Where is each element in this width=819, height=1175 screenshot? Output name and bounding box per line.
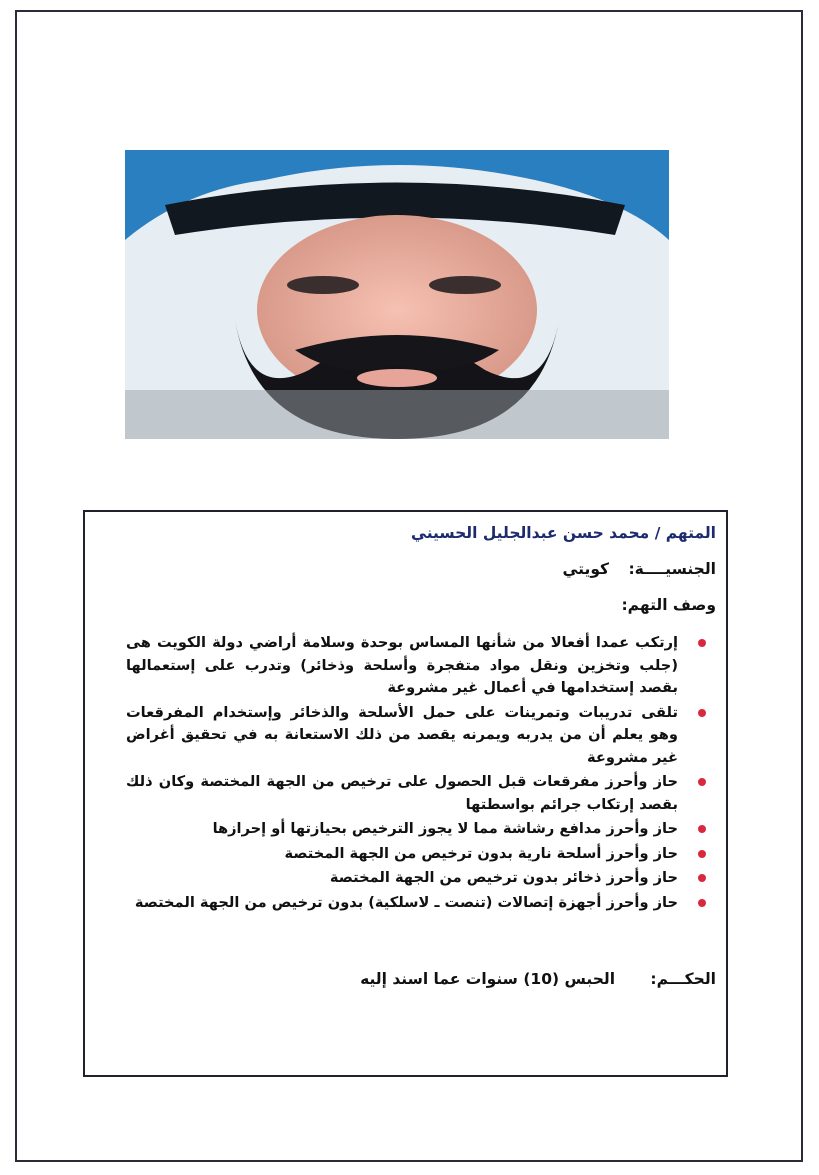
- charge-text: حاز وأحرز ذخائر بدون ترخيص من الجهة المختصة: [329, 869, 678, 886]
- accused-label: المتهم /: [654, 524, 716, 542]
- bullet-icon: [698, 874, 706, 882]
- charge-text: حاز وأحرز مفرقعات قبل الحصول على ترخيص من الجهة المختصة وكان ذلك بقصد إرتكاب جرائم بواسطتها: [126, 773, 678, 813]
- accused-info-box: [83, 510, 728, 1077]
- bullet-icon: [698, 825, 706, 833]
- charge-item: [126, 843, 716, 866]
- bullet-icon: [698, 709, 706, 717]
- bullet-icon: [698, 850, 706, 858]
- verdict-line: [360, 970, 716, 988]
- charge-text: تلقى تدريبات وتمرينات على حمل الأسلحة والذخائر وإستخدام المفرقعات وهو يعلم أن من يدربه ويمرنه يقصد من ذلك الاستعانة به في تحقيق أغراض غير مشروعة: [126, 703, 678, 766]
- charge-item: [126, 702, 716, 770]
- accused-name: محمد حسن عبدالجليل الحسيني: [411, 524, 650, 542]
- charge-item: [126, 867, 716, 890]
- accused-line: [411, 524, 716, 542]
- nationality-value: كويتي: [562, 560, 610, 578]
- charge-item: [126, 771, 716, 816]
- charge-text: حاز وأحرز أسلحة نارية بدون ترخيص من الجهة المختصة: [284, 844, 678, 862]
- charge-text: حاز وأحرز مدافع رشاشة مما لا يجوز الترخيص بحيازتها أو إحرازها: [212, 820, 678, 837]
- bullet-icon: [698, 778, 706, 786]
- charges-list: [126, 632, 716, 916]
- nationality-line: [563, 560, 717, 578]
- charge-item: [126, 632, 716, 700]
- bullet-icon: [698, 639, 706, 647]
- charge-text: إرتكب عمدا أفعالا من شأنها المساس بوحدة وسلامة أراضي دولة الكويت هى (جلب وتخزين ونقل مواد متفجرة وأسلحة وذخائر) وتدرب على إستعمالها بقصد إستخدامها في أعمال غير مشروعة: [126, 634, 678, 696]
- charge-item: [126, 818, 716, 841]
- charges-title: وصف التهم:: [621, 596, 716, 614]
- bullet-icon: [698, 899, 706, 907]
- portrait-icon: [125, 150, 669, 439]
- charge-text: حاز وأحرز أجهزة إتصالات (تنصت ـ لاسلكية) بدون ترخيص من الجهة المختصة: [134, 893, 678, 911]
- portrait-photo: [125, 150, 669, 439]
- verdict-value: الحبس (10) سنوات عما اسند إليه: [360, 970, 616, 988]
- charge-item: [126, 892, 716, 915]
- verdict-label: الحكـــم:: [650, 970, 716, 988]
- nationality-label: الجنسيــــة:: [628, 560, 716, 578]
